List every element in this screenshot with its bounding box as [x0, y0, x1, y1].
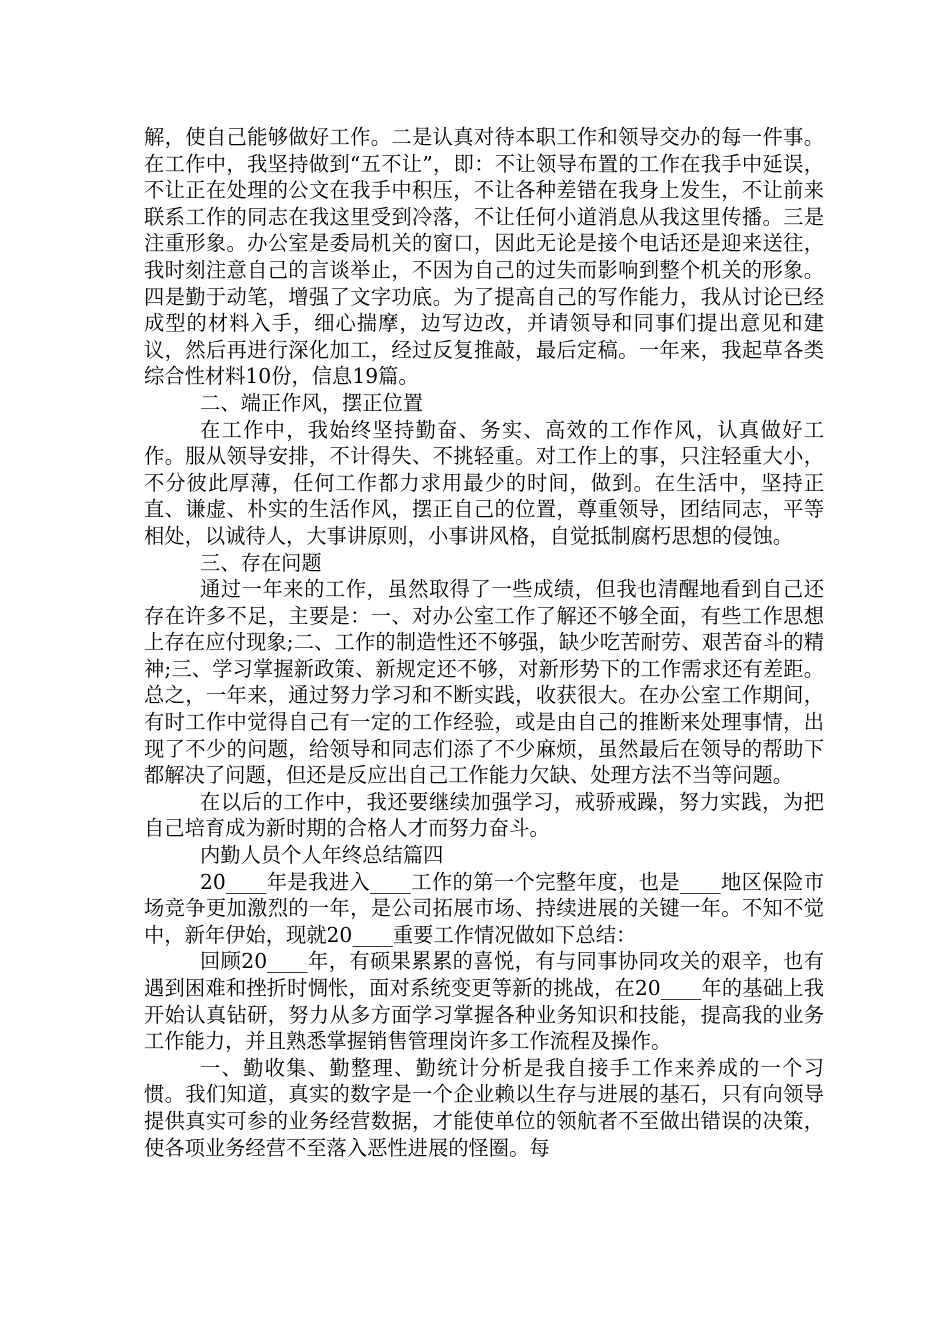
body-paragraph: 在工作中，我始终坚持勤奋、务实、高效的工作作风，认真做好工作。服从领导安排，不计得失、不挑轻重。对工作上的事，只注轻重大小，不分彼此厚薄，任何工作都力求用最少的时间，做到。在生活中，坚持正直、谦虚、朴实的生活作风，摆正自己的位置，尊重领导，团结同志，平等相处，以诚待人，大事讲原则，小事讲风格，自觉抵制腐朽思想的侵蚀。	[144, 417, 824, 548]
section-heading: 三、存在问题	[200, 550, 322, 575]
body-paragraph: 通过一年来的工作，虽然取得了一些成绩，但我也清醒地看到自己还存在许多不足，主要是：一、对办公室工作了解还不够全面，有些工作思想上存在应付现象;二、工作的制造性还不够强，缺少吃苦耐劳、艰苦奋斗的精神;三、学习掌握新政策、新规定还不够，对新形势下的工作需求还有差距。总之，一年来，通过努力学习和不断实践，收获很大。在办公室工作期间，有时工作中觉得自己有一定的工作经验，或是由自己的推断来处理事情，出现了不少的问题，给领导和同志们添了不少麻烦，虽然最后在领导的帮助下都解决了问题，但还是反应出自己工作能力欠缺、处理方法不当等问题。	[144, 577, 824, 788]
body-paragraph: 解，使自己能够做好工作。二是认真对待本职工作和领导交办的每一件事。在工作中，我坚持做到“五不让”，即：不让领导布置的工作在我手中延误，不让正在处理的公文在我手中积压，不让各种差错在我身上发生，不让前来联系工作的同志在我这里受到冷落，不让任何小道消息从我这里传播。三是注重形象。办公室是委局机关的窗口，因此无论是接个电话还是迎来送往，我时刻注意自己的言谈举止，不因为自己的过失而影响到整个机关的形象。四是勤于动笔，增强了文字功底。为了提高自己的写作能力，我从讨论已经成型的材料入手，细心揣摩，边写边改，并请领导和同事们提出意见和建议，然后再进行深化加工，经过反复推敲，最后定稿。一年来，我起草各类综合性材料10份，信息19篇。	[144, 125, 824, 389]
body-paragraph: 回顾20____年，有硕果累累的喜悦，有与同事协同攻关的艰辛，也有遇到困难和挫折时惆怅，面对系统变更等新的挑战，在20____年的基础上我开始认真钻研，努力从多方面学习掌握各种业务知识和技能，提高我的业务工作能力，并且熟悉掌握销售管理岗许多工作流程及操作。	[144, 949, 824, 1054]
section-heading: 二、端正作风，摆正位置	[200, 390, 424, 415]
article-title: 内勤人员个人年终总结篇四	[200, 843, 444, 868]
body-paragraph: 在以后的工作中，我还要继续加强学习，戒骄戒躁，努力实践，为把自己培育成为新时期的合格人才而努力奋斗。	[144, 789, 824, 841]
document-page	[144, 124, 824, 1161]
body-paragraph: 20____年是我进入____工作的第一个完整年度，也是____地区保险市场竞争更加激烈的一年，是公司拓展市场、持续进展的关键一年。不知不觉中，新年伊始，现就20____重要工作情况做如下总结：	[144, 869, 824, 947]
body-paragraph: 一、勤收集、勤整理、勤统计分析是我自接手工作来养成的一个习惯。我们知道，真实的数字是一个企业赖以生存与进展的基石，只有向领导提供真实可参的业务经营数据，才能使单位的领航者不至做出错误的决策，使各项业务经营不至落入恶性进展的怪圈。每	[144, 1055, 824, 1160]
